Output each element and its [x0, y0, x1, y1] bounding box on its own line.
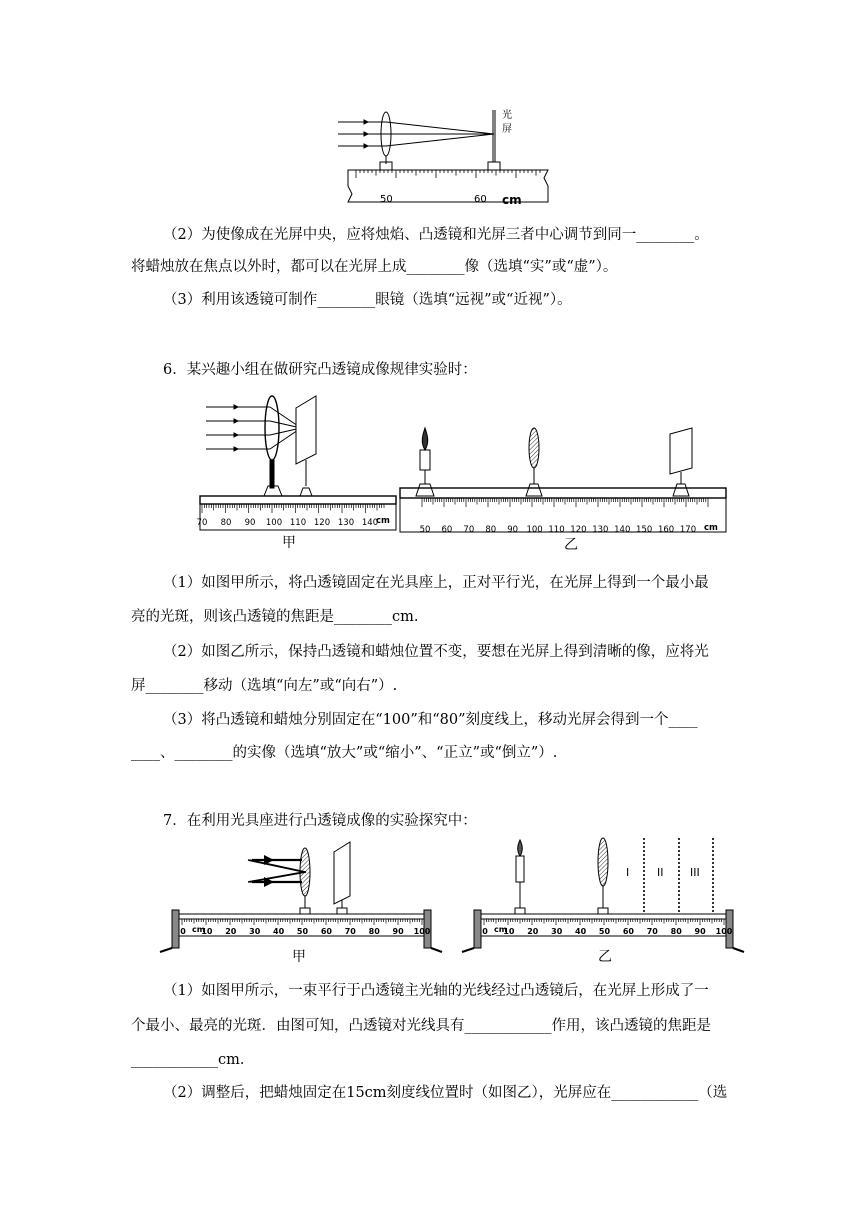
q6-part1-line1: （1）如图甲所示，将凸透镜固定在光具座上，正对平行光，在光屏上得到一个最小最: [163, 575, 709, 591]
ruler-tick-label: 60: [320, 927, 332, 936]
q6-figure-jia: [198, 392, 398, 532]
ruler-tick-label: 30: [551, 927, 563, 936]
q7-part2-line1: （2）调整后，把蜡烛固定在15cm刻度线位置时（如图乙），光屏应在____________（选: [163, 1085, 728, 1101]
q7-caption-yi: 乙: [598, 949, 612, 965]
ruler-tick-label: 50: [419, 525, 431, 535]
ruler-tick-label: 140: [614, 525, 631, 535]
ruler-tick-label: 90: [392, 927, 404, 936]
q6-part3-line1: （3）将凸透镜和蜡烛分别固定在“100”和“80”刻度线上，移动光屏会得到一个____: [163, 712, 698, 728]
q6-part2-line1: （2）如图乙所示，保持凸透镜和蜡烛位置不变，要想在光屏上得到清晰的像，应将光: [163, 644, 709, 660]
ruler-tick-label: 10: [503, 927, 515, 936]
ruler-tick-label: 70: [463, 525, 475, 535]
ruler-tick-label: 30: [249, 927, 261, 936]
q6-caption-yi: 乙: [564, 537, 578, 553]
ruler-tick-label: 60: [622, 927, 634, 936]
svg-text:屏: 屏: [502, 124, 512, 135]
q7-region-3: III: [690, 866, 700, 879]
top-tick-60: 60: [474, 194, 487, 205]
ruler-tick-label: 100: [526, 525, 543, 535]
top-lens-figure: [334, 104, 556, 214]
ruler-tick-label: 120: [313, 518, 331, 528]
ruler-tick-label: 110: [289, 518, 307, 528]
q7-figure-yi: [454, 838, 754, 956]
ruler-tick-label: 170: [679, 525, 697, 535]
ruler-tick-label: 130: [337, 518, 355, 528]
ruler-unit-label: cm: [494, 925, 508, 934]
ruler-tick-label: 60: [441, 525, 453, 535]
q7-region-2: II: [657, 866, 664, 879]
ruler-tick-label: 100: [715, 927, 733, 936]
ruler-tick-label: 70: [344, 927, 356, 936]
ruler-tick-label: 110: [548, 525, 565, 535]
q6-caption-jia: 甲: [282, 535, 296, 551]
q5-part2-line1: （2）为使像成在光屏中央，应将烛焰、凸透镜和光屏三者中心调节到同一________。: [163, 227, 709, 243]
top-screen-label: 光: [502, 110, 512, 121]
q5-part2-line2: 将蜡烛放在焦点以外时，都可以在光屏上成________像（选填“实”或“虚”）。: [131, 259, 618, 275]
q6-part1-line2: 亮的光斑，则该凸透镜的焦距是________cm.: [131, 609, 419, 625]
ruler-tick-label: 40: [575, 927, 587, 936]
ruler-tick-label: 40: [273, 927, 285, 936]
ruler-tick-label: 0: [180, 927, 186, 936]
ruler-tick-label: 80: [220, 518, 232, 528]
q6-part3-line2: ____、________的实像（选填“放大”或“缩小”、“正立”或“倒立”）.: [131, 745, 558, 761]
ruler-tick-label: 130: [592, 525, 609, 535]
ruler-tick-label: 90: [694, 927, 706, 936]
ruler-tick-label: 10: [201, 927, 213, 936]
ruler-tick-label: 90: [507, 525, 519, 535]
ruler-tick-label: 0: [482, 927, 488, 936]
q6-part2-line2: 屏________移动（选填“向左”或“向右”）.: [131, 678, 398, 694]
ruler-tick-label: 50: [598, 927, 611, 936]
ruler-tick-label: 80: [368, 927, 380, 936]
q7-title: 7．在利用光具座进行凸透镜成像的实验探究中：: [163, 813, 477, 829]
q7-part1-line1: （1）如图甲所示，一束平行于凸透镜主光轴的光线经过凸透镜后，在光屏上形成了一: [163, 983, 709, 999]
ruler-tick-label: 100: [265, 518, 283, 528]
ruler-tick-label: 120: [570, 525, 587, 535]
ruler-tick-label: 80: [670, 927, 682, 936]
ruler-tick-label: 20: [225, 927, 237, 936]
ruler-tick-label: 100: [413, 927, 431, 936]
ruler-tick-label: 50: [296, 927, 309, 936]
ruler-tick-label: 160: [657, 525, 675, 535]
q5-part3: （3）利用该透镜可制作________眼镜（选填“远视”或“近视”）。: [163, 292, 572, 308]
ruler-tick-label: 70: [196, 518, 208, 528]
q7-part1-line3: ____________cm．: [131, 1052, 255, 1068]
ruler-tick-label: 150: [636, 525, 653, 535]
q7-part1-line2: 个最小、最亮的光斑．由图可知，凸透镜对光线具有____________作用，该凸透镜的焦距是: [131, 1018, 711, 1034]
ruler-tick-label: 90: [244, 518, 256, 528]
ruler-tick-label: 80: [485, 525, 497, 535]
top-unit: cm: [502, 193, 522, 207]
ruler-unit-label: cm: [376, 516, 390, 526]
ruler-unit-label: cm: [192, 925, 206, 934]
ruler-tick-label: 20: [527, 927, 539, 936]
ruler-unit-label: cm: [704, 523, 718, 533]
q6-title: 6．某兴趣小组在做研究凸透镜成像规律实验时：: [163, 362, 477, 378]
q7-caption-jia: 甲: [292, 949, 306, 965]
ruler-tick-label: 140: [361, 518, 379, 528]
q7-region-1: I: [626, 866, 630, 879]
top-tick-50: 50: [380, 194, 393, 205]
q7-figure-jia: [152, 838, 444, 956]
ruler-tick-label: 70: [646, 927, 658, 936]
q6-figure-yi: [398, 420, 730, 534]
